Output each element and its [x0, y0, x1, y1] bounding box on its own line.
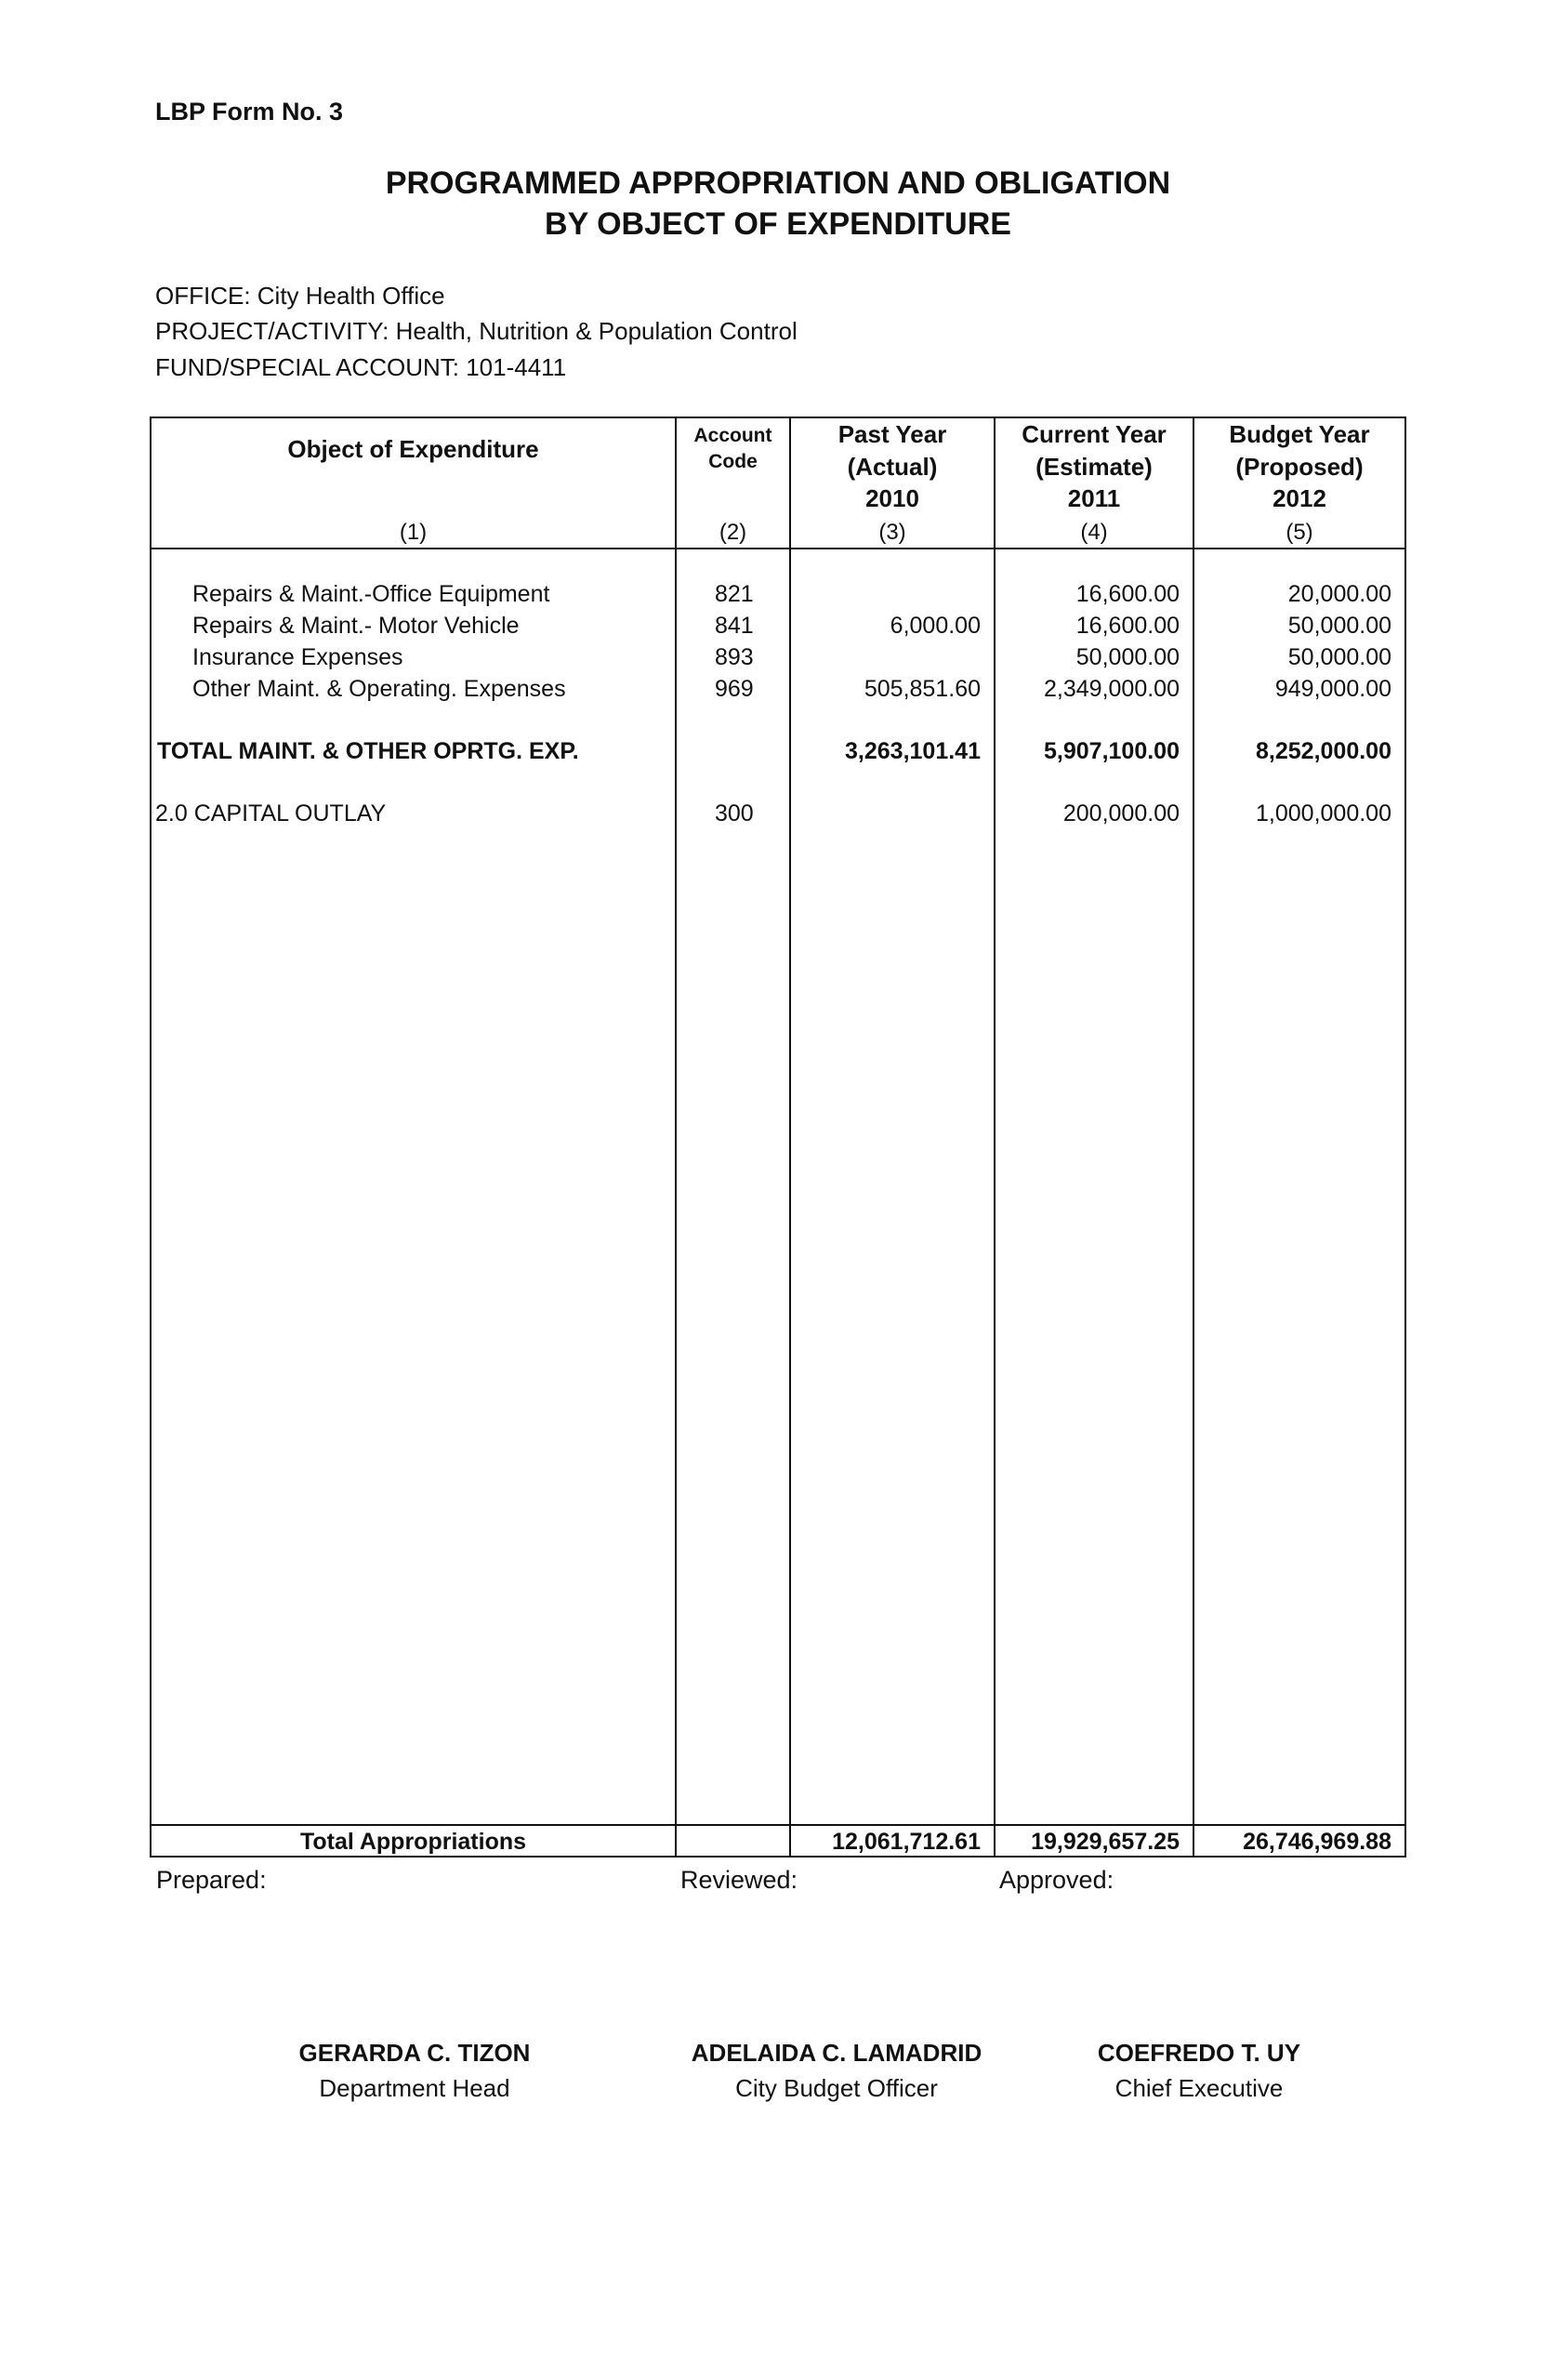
approved-title: Chief Executive	[1114, 2074, 1284, 2102]
row-account-code: 821	[715, 581, 754, 607]
total-divider	[150, 1824, 1406, 1826]
office-line: OFFICE: City Health Office	[155, 282, 445, 310]
capital-outlay-budget: 1,000,000.00	[1256, 800, 1391, 826]
header-current-year: Current Year	[1022, 420, 1167, 448]
total-budget: 26,746,969.88	[1243, 1829, 1391, 1855]
column-number-3: (3)	[878, 520, 906, 545]
header-account-line2: Code	[708, 451, 758, 472]
capital-outlay-label: 2.0 CAPITAL OUTLAY	[155, 800, 387, 826]
header-current-2011: 2011	[1067, 484, 1121, 512]
row-account-code: 969	[715, 676, 754, 702]
prepared-title: Department Head	[319, 2074, 510, 2102]
header-budget-proposed: (Proposed)	[1235, 453, 1364, 481]
column-number-1: (1)	[399, 520, 428, 545]
header-past-2010: 2010	[865, 484, 919, 512]
approved-name: COEFREDO T. UY	[1097, 2039, 1301, 2067]
subtotal-label: TOTAL MAINT. & OTHER OPRTG. EXP.	[157, 738, 579, 764]
header-account-line1: Account	[693, 425, 772, 446]
fund-line: FUND/SPECIAL ACCOUNT: 101-4411	[155, 353, 567, 381]
row-budget-amount: 949,000.00	[1274, 676, 1391, 702]
header-object: Object of Expenditure	[287, 435, 539, 463]
column-number-4: (4)	[1080, 520, 1108, 545]
subtotal-current: 5,907,100.00	[1044, 738, 1180, 764]
row-object: Other Maint. & Operating. Expenses	[192, 676, 566, 702]
row-current-amount: 2,349,000.00	[1044, 676, 1180, 702]
column-divider	[675, 416, 677, 1858]
reviewed-label: Reviewed:	[680, 1866, 798, 1894]
row-current-amount: 50,000.00	[1075, 644, 1180, 670]
document-title-line1: PROGRAMMED APPROPRIATION AND OBLIGATION	[385, 165, 1171, 201]
capital-outlay-code: 300	[715, 800, 754, 826]
column-number-5: (5)	[1286, 520, 1313, 545]
reviewed-name: ADELAIDA C. LAMADRID	[691, 2039, 982, 2067]
header-divider	[150, 548, 1406, 549]
approved-label: Approved:	[999, 1866, 1114, 1894]
row-current-amount: 16,600.00	[1075, 581, 1180, 607]
project-line: PROJECT/ACTIVITY: Health, Nutrition & Population Control	[155, 317, 798, 345]
form-number: LBP Form No. 3	[155, 98, 344, 126]
subtotal-past: 3,263,101.41	[845, 738, 981, 764]
row-object: Insurance Expenses	[192, 644, 403, 670]
prepared-label: Prepared:	[156, 1866, 267, 1894]
reviewed-title: City Budget Officer	[735, 2074, 938, 2102]
row-current-amount: 16,600.00	[1075, 613, 1180, 639]
header-current-estimate: (Estimate)	[1035, 453, 1153, 481]
row-budget-amount: 50,000.00	[1287, 644, 1391, 670]
subtotal-budget: 8,252,000.00	[1256, 738, 1391, 764]
row-account-code: 841	[715, 613, 754, 639]
row-budget-amount: 20,000.00	[1287, 581, 1391, 607]
column-number-2: (2)	[719, 520, 747, 545]
document-title-line2: BY OBJECT OF EXPENDITURE	[545, 206, 1011, 242]
row-budget-amount: 50,000.00	[1287, 613, 1391, 639]
header-past-year: Past Year	[837, 420, 947, 448]
prepared-name: GERARDA C. TIZON	[298, 2039, 531, 2067]
total-past: 12,061,712.61	[832, 1829, 981, 1855]
header-budget-2012: 2012	[1272, 484, 1326, 512]
total-current: 19,929,657.25	[1031, 1829, 1180, 1855]
row-past-amount: 6,000.00	[890, 613, 981, 639]
row-past-amount: 505,851.60	[864, 676, 981, 702]
row-object: Repairs & Maint.- Motor Vehicle	[192, 613, 520, 639]
header-budget-year: Budget Year	[1229, 420, 1370, 448]
row-account-code: 893	[715, 644, 754, 670]
header-past-actual: (Actual)	[847, 453, 938, 481]
total-label: Total Appropriations	[299, 1829, 527, 1855]
row-object: Repairs & Maint.-Office Equipment	[192, 581, 550, 607]
capital-outlay-current: 200,000.00	[1062, 800, 1180, 826]
